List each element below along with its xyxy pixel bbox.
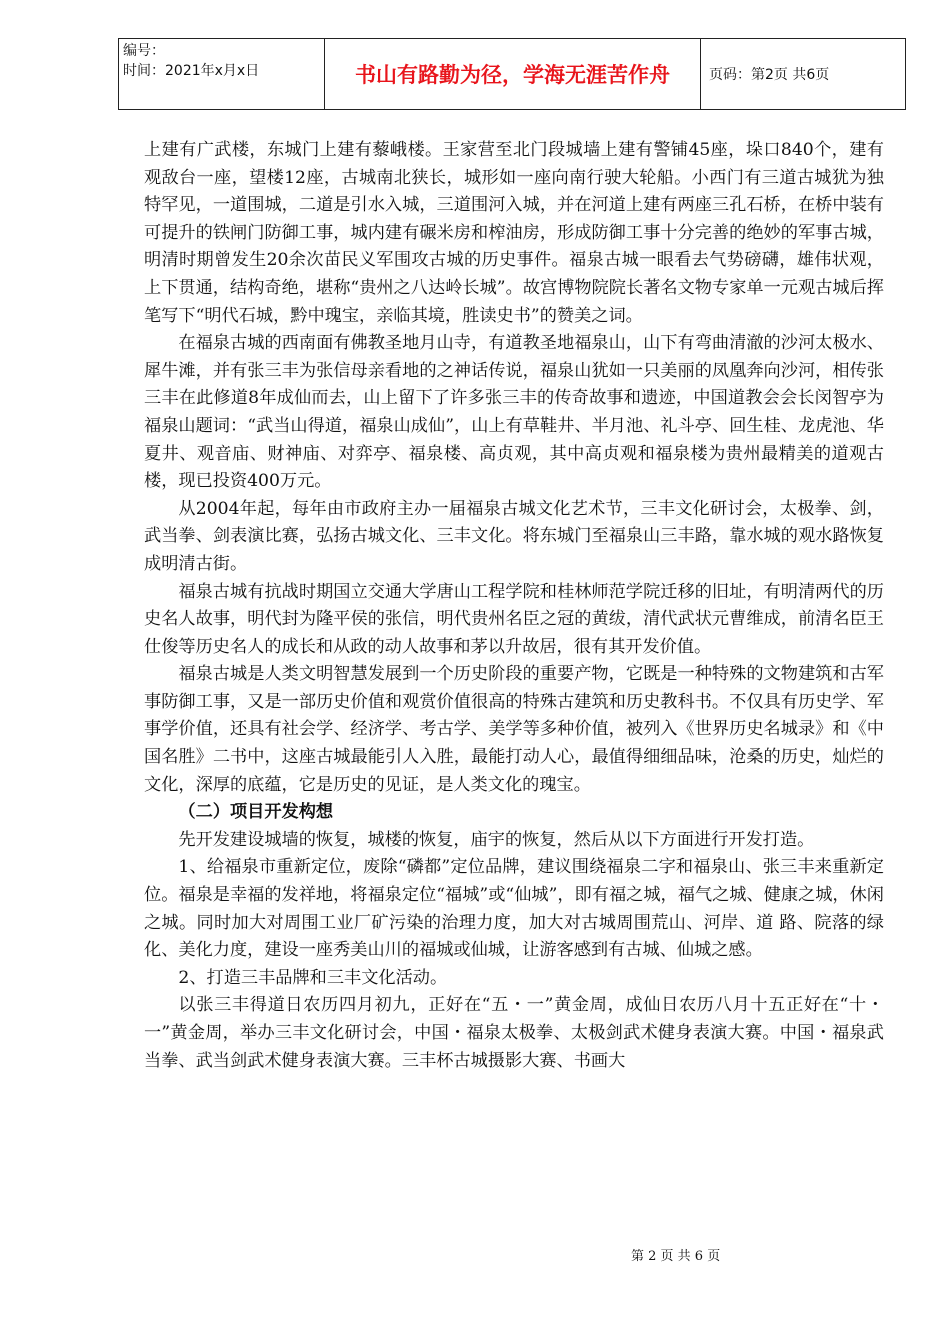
paragraph: 福泉古城是人类文明智慧发展到一个历史阶段的重要产物，它既是一种特殊的文物建筑和古军事防御工事，又是一部历史价值和观赏价值很高的特殊古建筑和历史教科书。不仅具有历史学、军事学价值，还具有社会学、经济学、考古学、美学等多种价值，被列入《世界历史名城录》和《中国名胜》二书中，这座古城最能引人入胜，最能打动人心，最值得细细品味，沧桑的历史，灿烂的文化，深厚的底蕴，它是历史的见证，是人类文化的瑰宝。 <box>144 664 884 795</box>
header-page-info: 页码：第2页 共6页 <box>701 39 906 110</box>
paragraph: 先开发建设城墙的恢复，城楼的恢复，庙宇的恢复，然后从以下方面进行开发打造。 <box>178 829 815 850</box>
paragraph: 1、给福泉市重新定位，废除“磷都”定位品牌，建议围绕福泉二字和福泉山、张三丰来重新定位。福泉是幸福的发祥地，将福泉定位“福城”或“仙城”，即有福之城，福气之城、健康之城，休闲之城。同时加大对周围工业厂矿污染的治理力度，加大对古城周围荒山、河岸、道 路、院落的绿化、美化力度，建设一座秀美山川的福城或仙城，让游客感到有古城、仙城之感。 <box>144 857 884 961</box>
paragraph: 从2004年起，每年由市政府主办一届福泉古城文化艺术节，三丰文化研讨会，太极拳、剑，武当拳、剑表演比赛，弘扬古城文化、三丰文化。将东城门至福泉山三丰路，靠水城的观水路恢复成明清古街。 <box>144 498 884 574</box>
paragraph-continuation: 上建有广武楼，东城门上建有藜峨楼。王家营至北门段城墙上建有警铺45座，垛口840个，建有观敌台一座，望楼12座，古城南北狭长，城形如一座向南行驶大轮船。小西门有三道古城犹为独特罕见，一道围城，二道是引水入城，三道围河入城，并在河道上建有两座三孔石桥，在桥中装有可提升的铁闸门防御工事，城内建有碾米房和榨油房，形成防御工事十分完善的绝妙的军事古城，明清时期曾发生20余次苗民义军围攻古城的历史事件。福泉古城一眼看去气势磅礴，雄伟状观，上下贯通，结构奇绝，堪称“贵州之八达岭长城”。故宫博物院院长著名文物专家单一元观古城后挥笔写下“明代石城，黔中瑰宝，亲临其境，胜读史书”的赞美之词。 <box>144 140 884 326</box>
header-motto: 书山有路勤为径，学海无涯苦作舟 <box>325 39 701 110</box>
header-meta <box>119 39 325 110</box>
page-header <box>118 38 906 110</box>
document-body <box>144 137 884 1075</box>
page-footer: 第 2 页 共 6 页 <box>631 1249 721 1264</box>
paragraph: 以张三丰得道日农历四月初九，正好在“五・一”黄金周，成仙日农历八月十五正好在“十・一”黄金周，举办三丰文化研讨会，中国・福泉太极拳、太极剑武术健身表演大赛。中国・福泉武当拳、武当剑武术健身表演大赛。三丰杯古城摄影大赛、书画大 <box>144 995 884 1071</box>
paragraph: 在福泉古城的西南面有佛教圣地月山寺，有道教圣地福泉山，山下有弯曲清澈的沙河太极水、犀牛滩，并有张三丰为张信母亲看地的之神话传说，福泉山犹如一只美丽的凤凰奔向沙河，相传张三丰在此修道8年成仙而去，山上留下了许多张三丰的传奇故事和遗迹，中国道教会会长闵智亭为福泉山题词：“武当山得道，福泉山成仙”，山上有草鞋井、半月池、礼斗亭、回生桂、龙虎池、华夏井、观音庙、财神庙、对弈亭、福泉楼、高贞观，其中高贞观和福泉楼为贵州最精美的道观古楼，现已投资400万元。 <box>144 333 884 492</box>
section-heading: （二）项目开发构想 <box>178 802 334 823</box>
paragraph: 2、打造三丰品牌和三丰文化活动。 <box>178 967 448 988</box>
document-time-label: 时间：2021年x月x日 <box>123 63 260 79</box>
document-number-label: 编号： <box>123 43 165 59</box>
paragraph: 福泉古城有抗战时期国立交通大学唐山工程学院和桂林师范学院迁移的旧址，有明清两代的历史名人故事，明代封为隆平侯的张信，明代贵州名臣之冠的黄绂，清代武状元曹维成，前清名臣王仕俊等历史名人的成长和从政的动人故事和茅以升故居，很有其开发价值。 <box>144 581 884 657</box>
